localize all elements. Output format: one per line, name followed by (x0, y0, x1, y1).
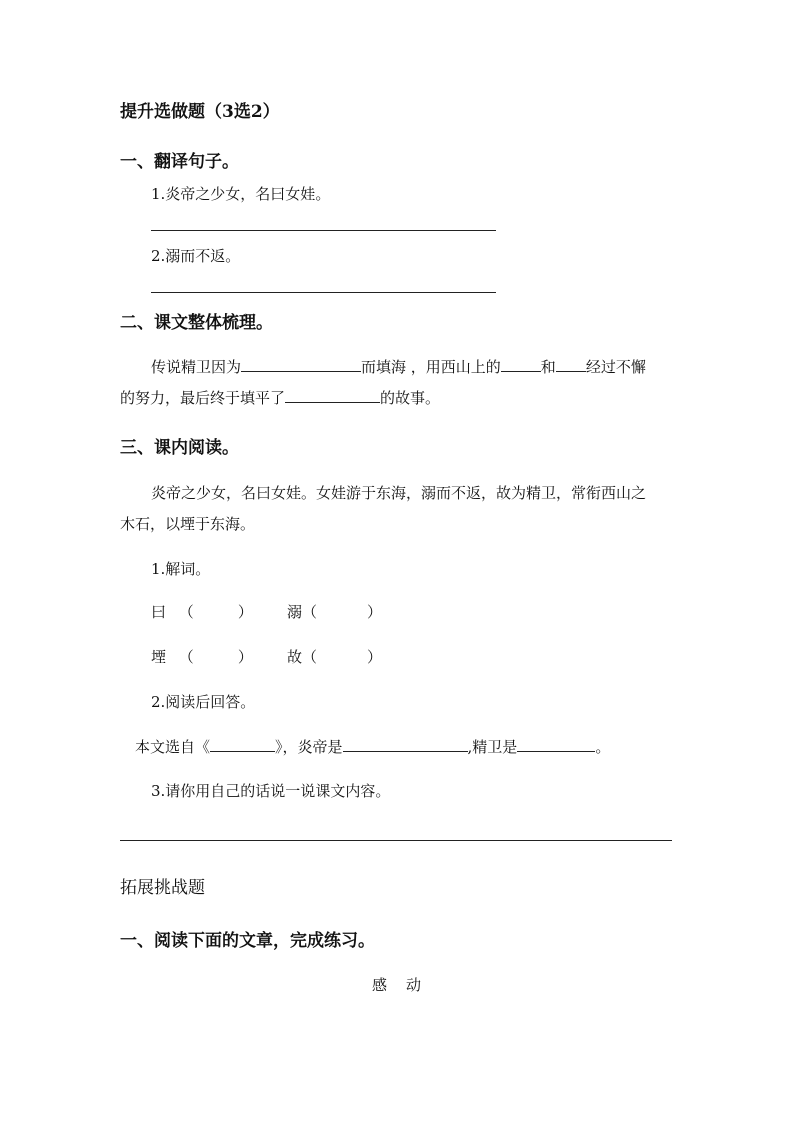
paren-open: （ (178, 648, 194, 666)
answer-line-source (135, 736, 610, 757)
overview-text-6: 的故事。 (380, 389, 441, 407)
word-yin: 堙 (151, 648, 167, 666)
overview-line-1 (151, 356, 646, 377)
overview-text-5: 的努力，最后终于填平了 (120, 389, 286, 407)
section-divider (120, 840, 672, 841)
word-item-gu (287, 646, 382, 667)
heading-overview: 二、课文整体梳理。 (120, 313, 273, 333)
paren-open: （ (302, 603, 318, 621)
fill-blank-yandi[interactable] (343, 737, 468, 752)
overview-text-1: 传说精卫因为 (151, 358, 242, 376)
section-title-advanced: 提升选做题（3选2） (120, 102, 280, 122)
paren-open: （ (178, 603, 194, 621)
answer-line-2[interactable] (151, 292, 496, 293)
fill-blank-result[interactable] (285, 388, 380, 403)
paren-close: ） (237, 648, 253, 666)
fill-blank-item-2[interactable] (556, 357, 586, 372)
fill-blank-jingwei[interactable] (517, 737, 595, 752)
overview-line-2 (120, 387, 440, 408)
word-item-yue (151, 601, 253, 622)
paren-close: ） (367, 603, 383, 621)
overview-text-3: 和 (540, 358, 556, 376)
fill-blank-reason[interactable] (241, 357, 361, 372)
overview-text-4: 经过不懈 (585, 358, 646, 376)
answer-line-1[interactable] (151, 230, 496, 231)
overview-text-2: 而填海 ，用西山上的 (361, 358, 501, 376)
word-item-yin (151, 646, 253, 667)
answer-text-2: 》，炎帝是 (275, 738, 343, 756)
fill-blank-item-1[interactable] (501, 357, 541, 372)
word-yue: 曰 (151, 603, 167, 621)
sub-question-3: 3.请你用自己的话说一说课文内容。 (151, 782, 391, 800)
answer-text-3: ,精卫是 (467, 738, 518, 756)
answer-text-4: 。 (595, 738, 611, 756)
heading-read-article: 一、阅读下面的文章，完成练习。 (120, 931, 375, 951)
word-item-ni (287, 601, 382, 622)
paren-close: ） (367, 648, 383, 666)
heading-reading: 三、课内阅读。 (120, 438, 239, 458)
article-title: 感 动 (372, 976, 424, 994)
heading-translate: 一、翻译句子。 (120, 152, 239, 172)
word-gu: 故 (287, 648, 303, 666)
translate-sentence-2: 2.溺而不返。 (151, 247, 241, 265)
paren-close: ） (237, 603, 253, 621)
word-ni: 溺 (287, 603, 303, 621)
sub-question-2: 2.阅读后回答。 (151, 693, 256, 711)
sub-question-1: 1.解词。 (151, 560, 211, 578)
fill-blank-source[interactable] (210, 737, 275, 752)
paren-open: （ (302, 648, 318, 666)
reading-passage-line-2: 木石，以堙于东海。 (120, 515, 256, 533)
reading-passage-line-1: 炎帝之少女，名曰女娃。女娃游于东海，溺而不返，故为精卫，常衔西山之 (151, 484, 647, 502)
translate-sentence-1: 1.炎帝之少女，名曰女娃。 (151, 185, 331, 203)
section-title-challenge: 拓展挑战题 (120, 878, 205, 898)
answer-text-1: 本文选自《 (135, 738, 211, 756)
